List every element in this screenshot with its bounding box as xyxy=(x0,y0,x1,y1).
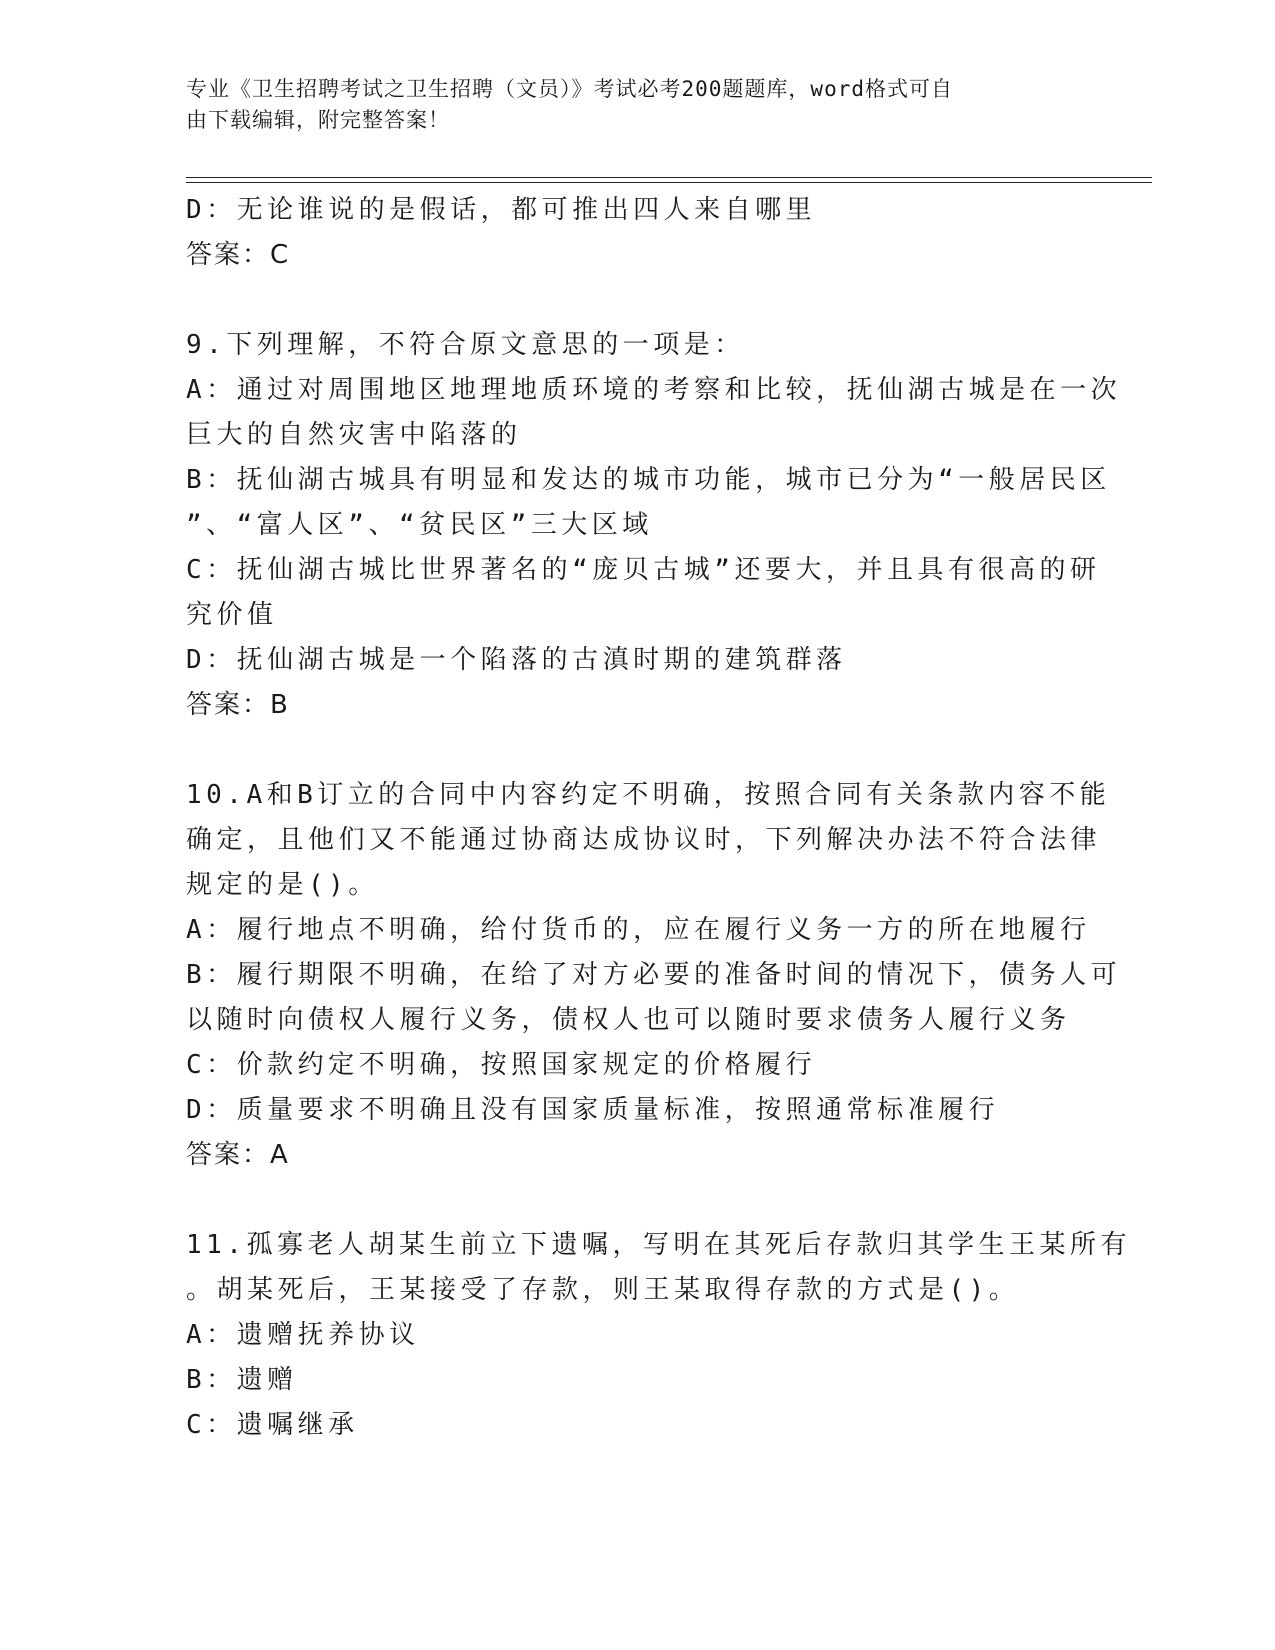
question-9 xyxy=(186,323,1122,728)
header-line-1: 专业《卫生招聘考试之卫生招聘（文员）》考试必考200题题库，word格式可自 xyxy=(186,77,953,101)
document-body xyxy=(186,188,1131,1448)
option-a-cont: 巨大的自然灾害中陷落的 xyxy=(186,420,522,450)
option-d: D：无论谁说的是假话，都可推出四人来自哪里 xyxy=(186,195,817,225)
question-stem: 10.A和B订立的合同中内容约定不明确，按照合同有关条款内容不能 xyxy=(186,780,1111,810)
answer-label: 答案：B xyxy=(186,690,290,720)
question-8-tail xyxy=(186,188,1066,278)
option-c: C：抚仙湖古城比世界著名的“庞贝古城”还要大，并且具有很高的研 xyxy=(186,555,1101,585)
question-11 xyxy=(186,1223,1131,1448)
option-b: B：遗赠 xyxy=(186,1365,298,1395)
option-d: D：质量要求不明确且没有国家质量标准，按照通常标准履行 xyxy=(186,1095,1000,1125)
answer-label: 答案：A xyxy=(186,1140,290,1170)
option-c-cont: 究价值 xyxy=(186,600,278,630)
option-a: A：遗赠抚养协议 xyxy=(186,1320,420,1350)
option-c: C：遗嘱继承 xyxy=(186,1410,359,1440)
page-header xyxy=(186,74,1066,136)
option-a: A：通过对周围地区地理地质环境的考察和比较，抚仙湖古城是在一次 xyxy=(186,375,1122,405)
header-line-2: 由下载编辑，附完整答案！ xyxy=(186,108,450,132)
question-stem-cont: 确定，且他们又不能通过协商达成协议时，下列解决办法不符合法律 xyxy=(186,825,1102,855)
option-b: B：履行期限不明确，在给了对方必要的准备时间的情况下，债务人可 xyxy=(186,960,1122,990)
option-a: A：履行地点不明确，给付货币的，应在履行义务一方的所在地履行 xyxy=(186,915,1091,945)
question-stem-cont: 。胡某死后，王某接受了存款，则王某取得存款的方式是()。 xyxy=(186,1275,1020,1305)
option-d: D：抚仙湖古城是一个陷落的古滇时期的建筑群落 xyxy=(186,645,847,675)
question-10 xyxy=(186,773,1122,1178)
option-c: C：价款约定不明确，按照国家规定的价格履行 xyxy=(186,1050,817,1080)
option-b-cont: 以随时向债权人履行义务，债权人也可以随时要求债务人履行义务 xyxy=(186,1005,1071,1035)
question-stem-cont: 规定的是()。 xyxy=(186,870,379,900)
spacer xyxy=(186,728,1066,773)
question-stem: 9.下列理解，不符合原文意思的一项是： xyxy=(186,330,745,360)
header-divider-bottom xyxy=(186,182,1152,183)
option-b-cont: ”、“富人区”、“贫民区”三大区域 xyxy=(186,510,653,540)
spacer xyxy=(186,278,1066,323)
spacer xyxy=(186,1178,1066,1223)
header-divider-top xyxy=(186,177,1152,178)
option-b: B：抚仙湖古城具有明显和发达的城市功能，城市已分为“一般居民区 xyxy=(186,465,1111,495)
question-stem: 11.孤寡老人胡某生前立下遗嘱，写明在其死后存款归其学生王某所有 xyxy=(186,1230,1131,1260)
answer-label: 答案：C xyxy=(186,240,291,270)
